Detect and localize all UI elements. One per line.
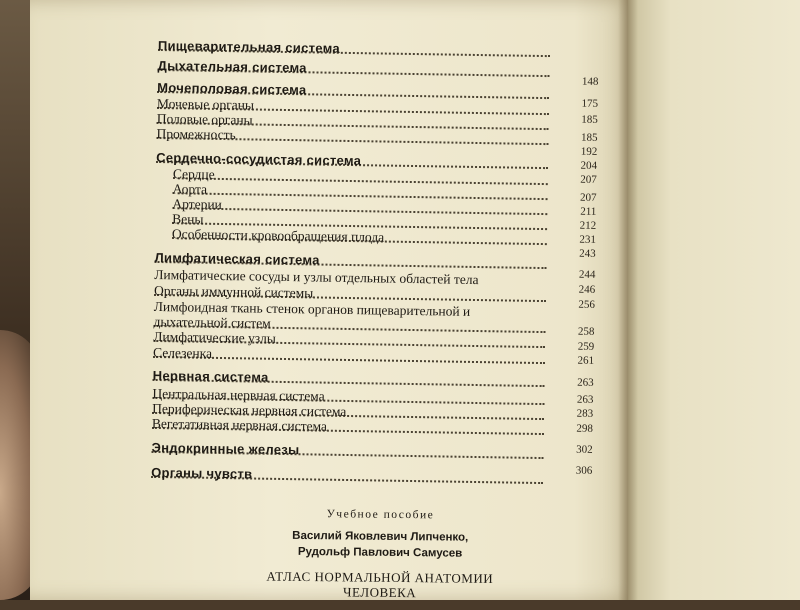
toc-entry-text: Вены [172,211,204,227]
page-number: 259 [577,340,595,353]
page-number: 207 [579,191,597,204]
page-number: 185 [580,131,598,144]
page-number: 243 [579,247,596,260]
toc-entry-text: Лимфатическая система [154,249,320,268]
toc-entry-text: Артерии [172,196,222,212]
toc-entry-text: Половые органы [156,110,253,128]
toc-entry-text: Вегетативная нервная система [151,415,328,434]
toc-entry-text: Лимфатические сосуды и узлы отдельных областей тела [154,266,479,288]
toc-entry-text: Мочевые органы [156,95,255,113]
toc-entry-text: Сердце [172,166,215,182]
page-number: 192 [580,145,598,158]
page-number: 246 [578,283,596,296]
toc-entry-text: Лимфоидная ткань стенок органов пищеварительной и [153,298,471,319]
page-number: 306 [575,464,593,477]
page-number: 212 [579,219,597,232]
toc-entry-text: Периферическая нервная система [152,400,347,419]
toc-entry-text: Центральная нервная система [152,385,325,404]
page-number: 231 [579,233,597,246]
page-number: 244 [578,268,596,281]
toc-entry-text: Мочеполовая система [157,79,307,98]
page-number: 185 [581,113,598,126]
toc-entry-text: Нервная система [152,367,269,385]
page-number: 258 [577,325,595,338]
toc-entry-text: Селезенка [152,344,213,361]
imprint-author: Рудольф Павлович Самусев [297,545,463,560]
toc-entry-text: Лимфатические узлы [153,328,277,346]
toc-entry-text: Эндокринные железы [151,439,300,458]
page-number: 256 [578,298,595,311]
page-number: 175 [581,97,599,110]
toc-entry-text: Пищеварительная система [157,37,341,56]
toc-entry-text: дыхательной систем [153,313,271,331]
page-number: 207 [580,173,597,186]
imprint-label: Учебное пособие [326,508,435,522]
page-number: 261 [577,354,595,367]
page-number: 263 [577,376,594,389]
page-number: 298 [576,422,594,435]
toc-entry-text: Аорта [172,181,208,197]
toc-entry-text: Дыхательная система [157,57,307,76]
page-number: 148 [581,75,599,88]
page-number: 211 [580,205,597,218]
toc-entry-text: Сердечно-сосудистая система [156,149,362,169]
imprint-title: ЧЕЛОВЕКА [343,584,417,601]
page-number: 283 [576,407,594,420]
page-number: 302 [576,443,593,456]
imprint-title: АТЛАС НОРМАЛЬНОЙ АНАТОМИИ [266,568,494,586]
imprint-author: Василий Яковлевич Липченко, [292,529,469,544]
toc-entry-text: Органы чувств [151,464,253,482]
page-number: 263 [576,393,594,406]
toc-entry-text: Промежность [156,125,236,143]
page-number: 204 [580,159,598,172]
toc-entry-text: Особенности кровообращения плода [171,226,385,245]
toc-entry-text: Органы иммунной системы [153,282,314,301]
